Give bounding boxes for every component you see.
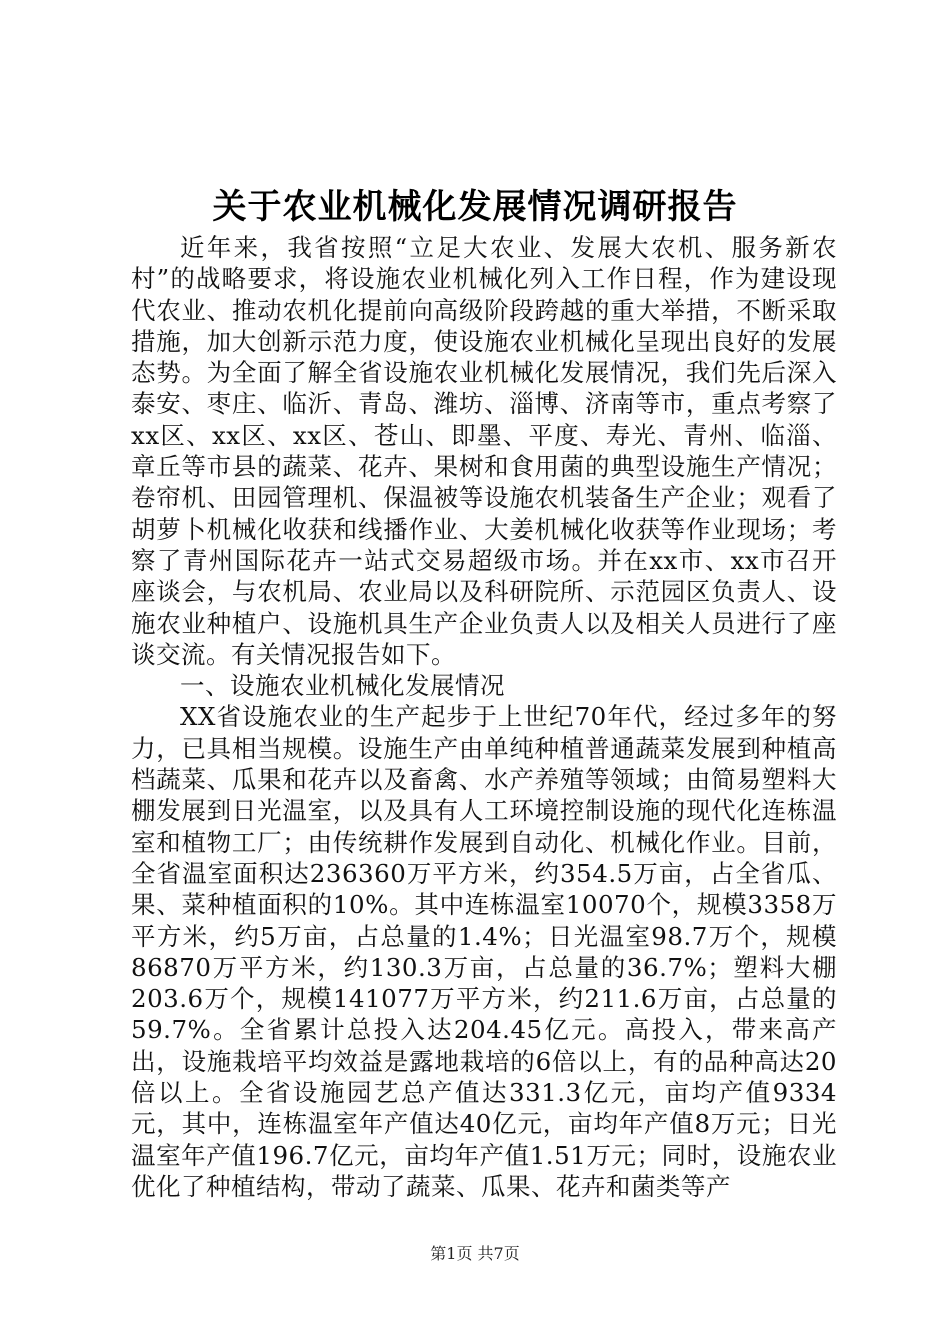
paragraph-intro: 近年来，我省按照“立足大农业、发展大农机、服务新农村”的战略要求，将设施农业机械化列入工作日程，作为建设现代农业、推动农机化提前向高级阶段跨越的重大举措，不断采取措施，加大创新示范力度，使设施农业机械化呈现出良好的发展态势。为全面了解全省设施农业机械化发展情况，我们先后深入泰安、枣庄、临沂、青岛、潍坊、淄博、济南等市，重点考察了xx区、xx区、xx区、苍山、即墨、平度、寿光、青州、临淄、章丘等市县的蔬菜、花卉、果树和食用菌的典型设施生产情况；卷帘机、田园管理机、保温被等设施农机装备生产企业；观看了胡萝卜机械化收获和线播作业、大姜机械化收获等作业现场；考察了青州国际花卉一站式交易超级市场。并在xx市、xx市召开座谈会，与农机局、农业局以及科研院所、示范园区负责人、设施农业种植户、设施机具生产企业负责人以及相关人员进行了座谈交流。有关情况报告如下。 bbox=[131, 233, 837, 669]
document-title: 关于农业机械化发展情况调研报告 bbox=[212, 187, 738, 227]
section-heading: 一、设施农业机械化发展情况 bbox=[180, 671, 505, 701]
document-body bbox=[131, 232, 837, 1202]
paragraph-development: XX省设施农业的生产起步于上世纪70年代，经过多年的努力，已具相当规模。设施生产由单纯种植普通蔬菜发展到种植高档蔬菜、瓜果和花卉以及畜禽、水产养殖等领域；由简易塑料大棚发展到日光温室，以及具有人工环境控制设施的现代化连栋温室和植物工厂；由传统耕作发展到自动化、机械化作业。目前，全省温室面积达236360万平方米，约354.5万亩，占全省瓜、果、菜种植面积的10%。其中连栋温室10070个，规模3358万平方米，约5万亩，占总量的1.4%；日光温室98.7万个，规模86870万平方米，约130.3万亩，占总量的36.7%；塑料大棚203.6万个，规模141077万平方米，约211.6万亩，占总量的59.7%。全省累计总投入达204.45亿元。高投入，带来高产出，设施栽培平均效益是露地栽培的6倍以上，有的品种高达20倍以上。全省设施园艺总产值达331.3亿元，亩均产值9334元，其中，连栋温室年产值达40亿元，亩均年产值8万元；日光温室年产值196.7亿元，亩均年产值1.51万元；同时，设施农业优化了种植结构，带动了蔬菜、瓜果、花卉和菌类等产 bbox=[131, 702, 837, 1201]
page-footer: 第1页 共7页 bbox=[430, 1244, 520, 1263]
